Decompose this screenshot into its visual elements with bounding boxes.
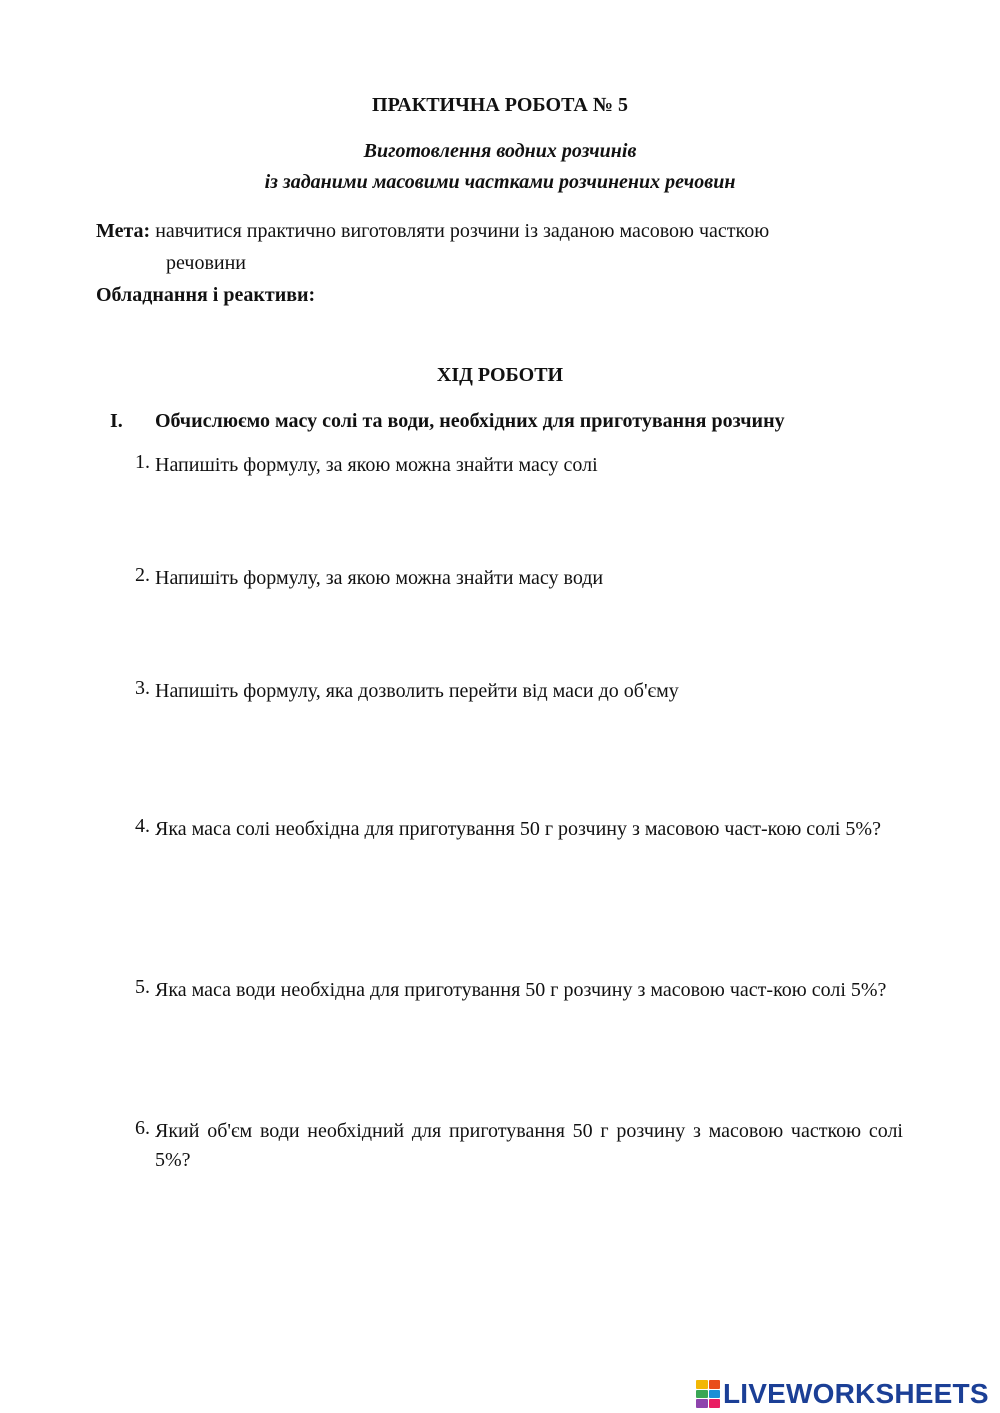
- page-title: ПРАКТИЧНА РОБОТА № 5: [372, 94, 628, 116]
- section-title: Обчислюємо масу солі та води, необхідних для приготування розчину: [155, 410, 785, 432]
- question-number: 6.: [135, 1117, 150, 1139]
- question-number: 1.: [135, 451, 150, 473]
- question-text: Напишіть формулу, за якою можна знайти масу води: [155, 567, 604, 589]
- progress-heading: ХІД РОБОТИ: [436, 364, 564, 386]
- question-number: 2.: [135, 564, 150, 586]
- liveworksheets-logo: [696, 1376, 989, 1412]
- equipment-label: Обладнання і реактиви:: [96, 284, 316, 306]
- goal-text-continued: речовини: [166, 252, 246, 274]
- goal-line: [96, 220, 769, 243]
- question-text: Яка маса води необхідна для приготування 50 г розчину з масовою част-кою солі 5%?: [155, 979, 887, 1001]
- question-text: Напишіть формулу, яка дозволить перейти від маси до об'єму: [155, 680, 679, 702]
- question-number: 3.: [135, 677, 150, 699]
- question-number: 5.: [135, 976, 150, 998]
- subtitle-line-2: із заданими масовими частками розчинених речовин: [264, 171, 736, 193]
- question-text: Який об'єм води необхідний для приготування 50 г розчину з масовою часткою солі 5%?: [155, 1120, 903, 1171]
- question-number: 4.: [135, 815, 150, 837]
- logo-text: LIVEWORKSHEETS: [723, 1378, 989, 1409]
- logo-mark-icon: [696, 1380, 720, 1408]
- question-text: Напишіть формулу, за якою можна знайти масу солі: [155, 454, 598, 476]
- goal-label: Мета:: [96, 220, 151, 242]
- section-number: I.: [110, 410, 123, 432]
- goal-text: навчитися практично виготовляти розчини із заданою масовою часткою: [155, 220, 770, 242]
- question-text: Яка маса солі необхідна для приготування 50 г розчину з масовою част-кою солі 5%?: [155, 818, 881, 840]
- subtitle-line-1: Виготовлення водних розчинів: [363, 140, 637, 162]
